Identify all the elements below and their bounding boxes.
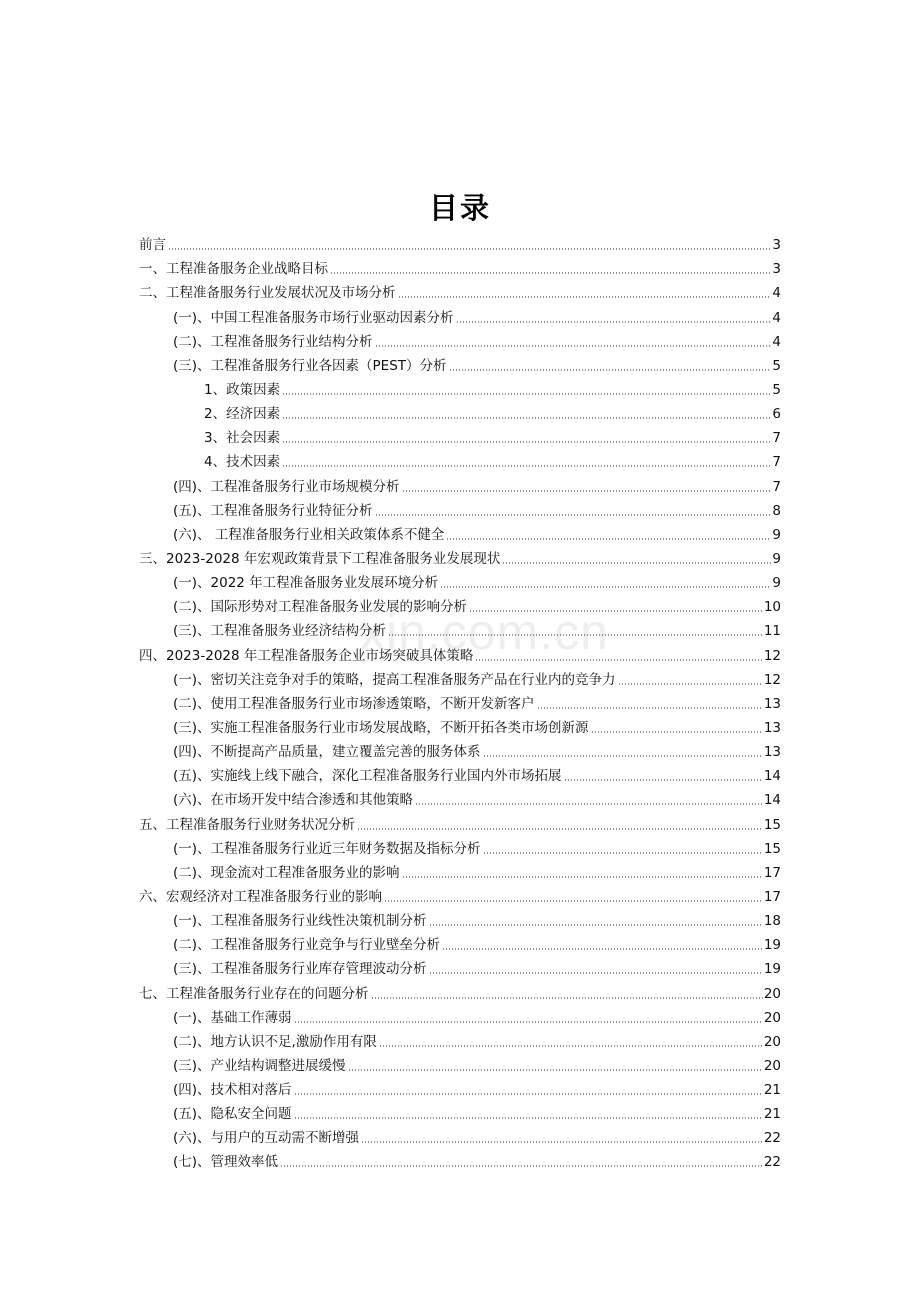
toc-entry[interactable]: [139, 737, 781, 761]
toc-page-number: 3: [772, 237, 781, 254]
toc-page-number: 15: [763, 816, 781, 833]
toc-entry-title: 七、工程准备服务行业存在的问题分析: [139, 985, 369, 1002]
toc-entry-title: (二)、工程准备服务行业结构分析: [173, 333, 373, 350]
toc-entry-title: (五)、实施线上线下融合，深化工程准备服务行业国内外市场拓展: [173, 768, 562, 785]
dot-leader: [442, 948, 763, 950]
dot-leader: [483, 755, 763, 757]
toc-page-number: 5: [772, 357, 781, 374]
toc-entry[interactable]: [139, 1051, 781, 1075]
toc-entry-title: (二)、国际形势对工程准备服务业发展的影响分析: [173, 599, 468, 616]
toc-entry[interactable]: [139, 1099, 781, 1123]
dot-leader: [429, 972, 763, 974]
dot-leader: [357, 828, 763, 830]
toc-entry[interactable]: [139, 809, 781, 833]
toc-entry-title: (一)、基础工作薄弱: [173, 1009, 292, 1026]
toc-page-number: 4: [772, 309, 781, 326]
toc-entry-title: (四)、技术相对落后: [173, 1082, 292, 1099]
toc-entry-title: 3、社会因素: [204, 430, 281, 447]
dot-leader: [330, 272, 771, 274]
dot-leader: [618, 683, 763, 685]
toc-entry-title: 六、宏观经济对工程准备服务行业的影响: [139, 888, 382, 905]
toc-entry[interactable]: [139, 1075, 781, 1099]
toc-entry-title: (五)、工程准备服务行业特征分析: [173, 502, 373, 519]
toc-page-number: 19: [763, 961, 781, 978]
toc-page-number: 11: [763, 623, 781, 640]
toc-page-number: 7: [772, 454, 781, 471]
toc-entry[interactable]: [139, 592, 781, 616]
toc-page-number: 19: [763, 937, 781, 954]
toc-entry[interactable]: [139, 834, 781, 858]
table-of-contents: [139, 230, 781, 1171]
toc-title: 目录: [428, 191, 491, 225]
toc-entry[interactable]: [139, 858, 781, 882]
toc-page-number: 10: [763, 599, 781, 616]
toc-entry[interactable]: [139, 978, 781, 1002]
toc-page-number: 5: [772, 381, 781, 398]
toc-entry-title: (三)、工程准备服务行业各因素（PEST）分析: [173, 357, 447, 374]
toc-entry[interactable]: [139, 520, 781, 544]
toc-page-number: 9: [772, 575, 781, 592]
dot-leader: [282, 465, 771, 467]
toc-entry[interactable]: [139, 568, 781, 592]
dot-leader: [361, 1141, 763, 1143]
toc-entry[interactable]: [139, 351, 781, 375]
toc-entry-title: (二)、使用工程准备服务行业市场渗透策略，不断开发新客户: [173, 695, 535, 712]
toc-page-number: 13: [763, 695, 781, 712]
toc-entry[interactable]: [139, 496, 781, 520]
dot-leader: [446, 538, 771, 540]
toc-page-number: 22: [763, 1154, 781, 1171]
toc-entry[interactable]: [139, 302, 781, 326]
dot-leader: [282, 417, 771, 419]
toc-entry[interactable]: [139, 1123, 781, 1147]
toc-page-number: 6: [772, 406, 781, 423]
dot-leader: [282, 441, 771, 443]
toc-entry-title: (六)、与用户的互动需不断增强: [173, 1130, 360, 1147]
dot-leader: [379, 1045, 763, 1047]
toc-entry-title: (二)、工程准备服务行业竞争与行业壁垒分析: [173, 937, 441, 954]
toc-page-number: 17: [763, 864, 781, 881]
toc-entry-title: (四)、工程准备服务行业市场规模分析: [173, 478, 400, 495]
toc-entry[interactable]: [139, 930, 781, 954]
toc-page-number: 7: [772, 478, 781, 495]
toc-entry-title: 二、工程准备服务行业发展状况及市场分析: [139, 285, 396, 302]
toc-entry-title: (四)、不断提高产品质量，建立覆盖完善的服务体系: [173, 744, 481, 761]
toc-entry-title: (一)、工程准备服务行业线性决策机制分析: [173, 913, 427, 930]
dot-leader: [415, 803, 763, 805]
toc-page-number: 17: [763, 888, 781, 905]
toc-entry[interactable]: [139, 882, 781, 906]
dot-leader: [384, 900, 763, 902]
toc-page-number: 21: [763, 1082, 781, 1099]
dot-leader: [294, 1093, 763, 1095]
toc-entry[interactable]: [139, 1003, 781, 1027]
toc-entry-title: (七)、管理效率低: [173, 1154, 279, 1171]
dot-leader: [537, 707, 763, 709]
toc-entry-title: (三)、工程准备服务业经济结构分析: [173, 623, 387, 640]
dot-leader: [483, 852, 763, 854]
watermark: xin.com.cn: [360, 604, 609, 660]
toc-entry[interactable]: [139, 616, 781, 640]
toc-page-number: 18: [763, 913, 781, 930]
dot-leader: [429, 924, 763, 926]
toc-entry[interactable]: [139, 399, 781, 423]
dot-leader: [440, 586, 771, 588]
toc-page-number: 4: [772, 333, 781, 350]
toc-entry-title: (二)、地方认识不足,激励作用有限: [173, 1033, 377, 1050]
dot-leader: [375, 514, 772, 516]
dot-leader: [402, 490, 772, 492]
toc-entry[interactable]: [139, 665, 781, 689]
toc-entry-title: (六)、在市场开发中结合渗透和其他策略: [173, 792, 414, 809]
dot-leader: [294, 1117, 763, 1119]
toc-entry-title: (六)、 工程准备服务行业相关政策体系不健全: [173, 526, 445, 543]
dot-leader: [168, 248, 771, 250]
dot-leader: [564, 779, 763, 781]
toc-entry[interactable]: [139, 327, 781, 351]
toc-entry-title: (一)、2022 年工程准备服务业发展环境分析: [173, 575, 439, 592]
toc-entry-title: (三)、产业结构调整进展缓慢: [173, 1057, 346, 1074]
toc-entry-title: (一)、密切关注竞争对手的策略，提高工程准备服务产品在行业内的竞争力: [173, 671, 616, 688]
toc-entry[interactable]: [139, 375, 781, 399]
toc-entry-title: (三)、实施工程准备服务行业市场发展战略，不断开拓各类市场创新源: [173, 719, 589, 736]
dot-leader: [371, 997, 763, 999]
toc-entry-title: 一、工程准备服务企业战略目标: [139, 261, 328, 278]
toc-entry[interactable]: [139, 1147, 781, 1171]
toc-entry[interactable]: [139, 1027, 781, 1051]
toc-page-number: 4: [772, 285, 781, 302]
toc-entry-title: (三)、工程准备服务行业库存管理波动分析: [173, 961, 427, 978]
dot-leader: [502, 562, 771, 564]
toc-page-number: 13: [763, 744, 781, 761]
dot-leader: [388, 634, 763, 636]
dot-leader: [591, 731, 763, 733]
toc-page-number: 9: [772, 526, 781, 543]
dot-leader: [402, 876, 763, 878]
toc-entry-title: (一)、工程准备服务行业近三年财务数据及指标分析: [173, 840, 481, 857]
toc-entry[interactable]: [139, 254, 781, 278]
toc-entry-title: (五)、隐私安全问题: [173, 1106, 292, 1123]
dot-leader: [469, 610, 763, 612]
dot-leader: [398, 296, 772, 298]
toc-entry[interactable]: [139, 640, 781, 664]
toc-page-number: 20: [763, 1033, 781, 1050]
dot-leader: [294, 1021, 763, 1023]
dot-leader: [475, 659, 762, 661]
toc-page-number: 7: [772, 430, 781, 447]
toc-page-number: 3: [772, 261, 781, 278]
dot-leader: [375, 345, 772, 347]
toc-entry[interactable]: [139, 785, 781, 809]
dot-leader: [280, 1165, 763, 1167]
toc-page-number: 12: [763, 647, 781, 664]
toc-entry-title: 三、2023-2028 年宏观政策背景下工程准备服务业发展现状: [139, 550, 501, 567]
toc-page-number: 14: [763, 792, 781, 809]
toc-page-number: 8: [772, 502, 781, 519]
toc-entry[interactable]: [139, 278, 781, 302]
toc-entry[interactable]: [139, 471, 781, 495]
toc-entry[interactable]: [139, 423, 781, 447]
toc-entry-title: 前言: [139, 237, 166, 254]
toc-page-number: 12: [763, 671, 781, 688]
toc-entry-title: 4、技术因素: [204, 454, 281, 471]
toc-page-number: 15: [763, 840, 781, 857]
toc-entry-title: 2、经济因素: [204, 406, 281, 423]
dot-leader: [348, 1069, 763, 1071]
toc-entry-title: (二)、现金流对工程准备服务业的影响: [173, 864, 400, 881]
dot-leader: [449, 369, 772, 371]
toc-entry[interactable]: [139, 713, 781, 737]
toc-entry[interactable]: [139, 761, 781, 785]
toc-page-number: 21: [763, 1106, 781, 1123]
toc-entry[interactable]: [139, 447, 781, 471]
toc-page-number: 20: [763, 1009, 781, 1026]
dot-leader: [456, 321, 772, 323]
toc-page-number: 9: [772, 550, 781, 567]
toc-entry[interactable]: [139, 954, 781, 978]
toc-page-number: 14: [763, 768, 781, 785]
dot-leader: [282, 393, 771, 395]
toc-entry-title: 五、工程准备服务行业财务状况分析: [139, 816, 355, 833]
toc-entry[interactable]: [139, 544, 781, 568]
toc-page-number: 13: [763, 719, 781, 736]
toc-page-number: 20: [763, 1057, 781, 1074]
toc-entry-title: (一)、中国工程准备服务市场行业驱动因素分析: [173, 309, 454, 326]
toc-entry[interactable]: [139, 906, 781, 930]
toc-entry[interactable]: [139, 230, 781, 254]
toc-page-number: 20: [763, 985, 781, 1002]
toc-entry-title: 1、政策因素: [204, 381, 281, 398]
toc-entry[interactable]: [139, 689, 781, 713]
toc-page-number: 22: [763, 1130, 781, 1147]
toc-entry-title: 四、2023-2028 年工程准备服务企业市场突破具体策略: [139, 647, 474, 664]
